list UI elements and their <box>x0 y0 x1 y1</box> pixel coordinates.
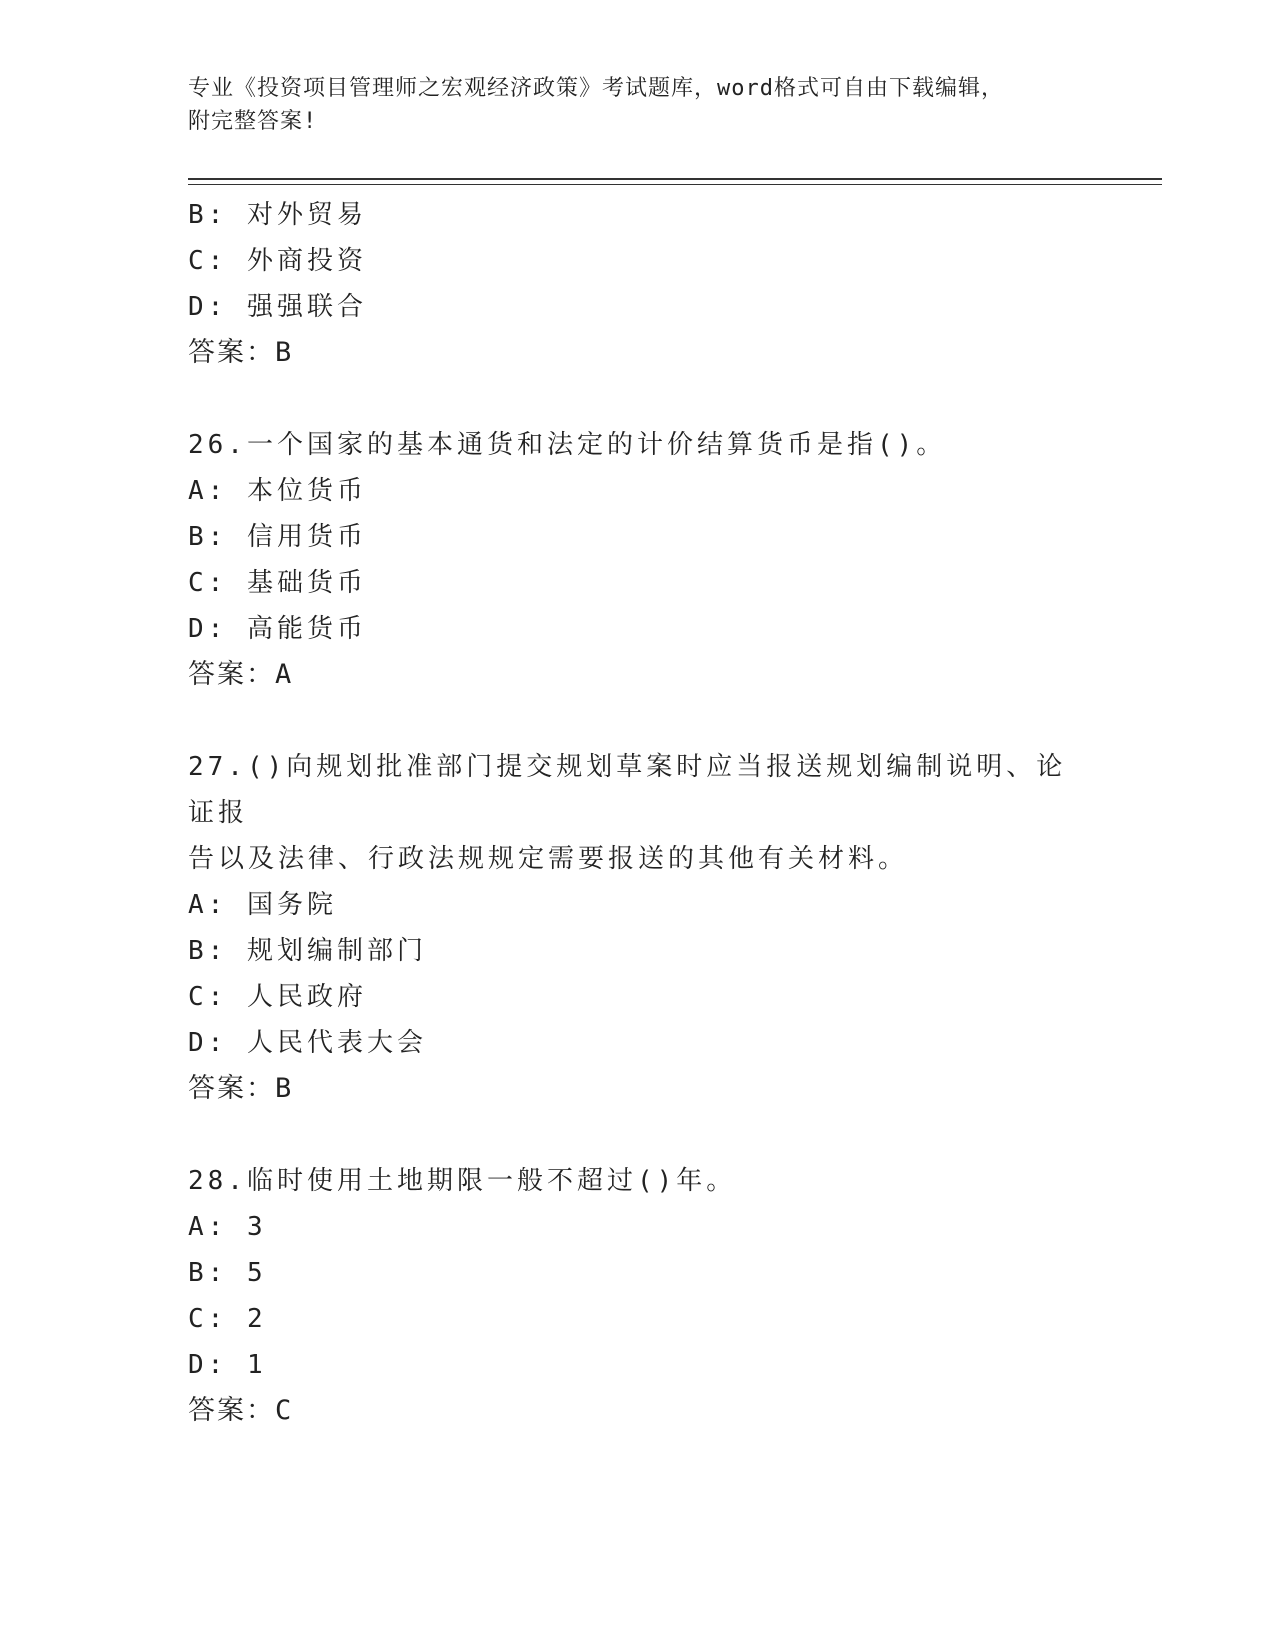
answer-label: 答案： <box>188 337 275 368</box>
option-a: A: 本位货币 <box>188 476 367 506</box>
spacer <box>188 1112 1088 1158</box>
option-d: D: 1 <box>188 1350 267 1380</box>
option-b: B: 规划编制部门 <box>188 936 427 966</box>
option-c: C: 人民政府 <box>188 982 367 1012</box>
question-28 <box>188 1158 1088 1434</box>
spacer <box>188 376 1088 422</box>
answer-line <box>188 1066 1088 1112</box>
header-line-2: 附完整答案! <box>188 109 318 134</box>
option-c: C: 2 <box>188 1304 267 1334</box>
answer-value: B <box>275 1073 294 1104</box>
option-a: A: 3 <box>188 1212 267 1242</box>
question-text: 28.临时使用土地期限一般不超过()年。 <box>188 1166 737 1196</box>
option-d: D: 人民代表大会 <box>188 1028 427 1058</box>
option-d: D: 强强联合 <box>188 292 367 322</box>
answer-value: C <box>275 1395 294 1426</box>
answer-label: 答案： <box>188 1395 275 1426</box>
option-b: B: 5 <box>188 1258 267 1288</box>
option-a: A: 国务院 <box>188 890 337 920</box>
question-list <box>188 192 1088 1434</box>
option-b: B: 对外贸易 <box>188 200 367 230</box>
option-c: C: 基础货币 <box>188 568 367 598</box>
option-d: D: 高能货币 <box>188 614 367 644</box>
question-text-line-2: 告以及法律、行政法规规定需要报送的其他有关材料。 <box>188 844 909 874</box>
answer-line <box>188 652 1088 698</box>
question-26 <box>188 422 1088 698</box>
answer-line <box>188 1388 1088 1434</box>
continued-question <box>188 192 1088 376</box>
header-line-1: 专业《投资项目管理师之宏观经济政策》考试题库，word格式可自由下载编辑， <box>188 76 1004 101</box>
option-b: B: 信用货币 <box>188 522 367 552</box>
answer-value: A <box>275 659 294 690</box>
document-header <box>188 72 1088 138</box>
spacer <box>188 698 1088 744</box>
question-text-line-1: 27.()向规划批准部门提交规划草案时应当报送规划编制说明、论证报 <box>188 752 1067 828</box>
answer-line <box>188 330 1088 376</box>
header-divider-thin <box>188 184 1162 185</box>
answer-label: 答案： <box>188 1073 275 1104</box>
answer-label: 答案： <box>188 659 275 690</box>
question-text: 26.一个国家的基本通货和法定的计价结算货币是指()。 <box>188 430 947 460</box>
header-divider-thick <box>188 178 1162 180</box>
answer-value: B <box>275 337 294 368</box>
option-c: C: 外商投资 <box>188 246 367 276</box>
question-27 <box>188 744 1088 1112</box>
